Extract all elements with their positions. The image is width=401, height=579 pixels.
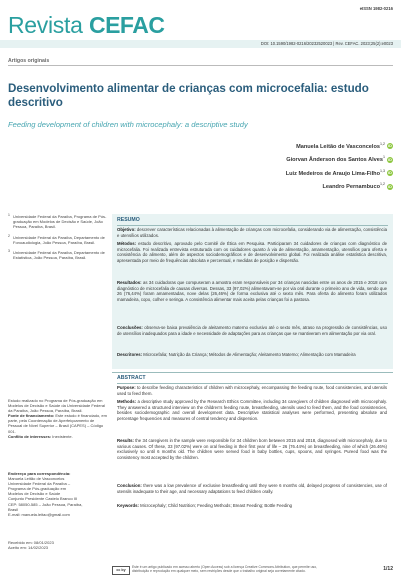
correspondence: Endereço para correspondência: Manuela Leitão de Vasconcelos Universidade Federal da Paraíba – Programa de Pós-graduação em Modelos de Decisão e Saúde Conjunto Presidente Castelo Branco III CEP: 58050-585 – João Pessoa, Paraíba, Brasil E-mail: manuela.leitao@gmail.com: [8, 471, 108, 517]
section-label: Artigos originais: [8, 58, 50, 64]
author: Giorvan Ânderson dos Santos Alves$^1$iD: [286, 155, 392, 164]
resumo-box: [112, 214, 393, 369]
author: Leandro Pernambuco$^{1,2}$iD: [322, 182, 392, 191]
resumo-descritores: Descritores: Microcefalia; Nutrição da Criança; Métodos de Alimentação; Aleitamento Materno; Alimentação com Mamadeira: [117, 352, 356, 357]
abstract-methods: Methods: a descriptive study approved by the Research Ethics Committee, including 34 caregivers of children diagnosed with microcephaly. They answered a structured interview on the children's feeding route, breastfeeding, utensils used to feed them, and the food consistencies, besides sociodemographic and overall development data. Descriptive statistical analyses were performed, presenting absolute and percentage frequencies and measures of central tendency and dispersion.: [117, 399, 387, 421]
section-divider: [8, 65, 393, 66]
page-number: 1/12: [383, 566, 393, 572]
journal-name-word1: Revista: [8, 12, 83, 38]
affiliations: [8, 214, 108, 265]
article-title-pt: Desenvolvimento alimentar de crianças com microcefalia: estudo descritivo: [8, 82, 369, 109]
funding: Fonte de financiamento: Este estudo é financiado, em parte, pela Coordenação de Aperfeiçoamento de Pessoal de Nível Superior – Brasil (CAPES) – Código 001.: [8, 413, 107, 434]
affiliation: 2 Universidade Federal da Paraíba, Departamento de Fonoaudiologia, João Pessoa, Paraíba, Brasil.: [8, 233, 105, 245]
author-list: [286, 139, 393, 193]
abstract-conclusion: Conclusion: there was a low prevalence of exclusive breastfeeding until they were 6 months old, delayed progress of consistencies, use of utensils inadequate to their age, and necessary adaptations to feed children orally.: [117, 483, 387, 494]
doi-line[interactable]: DOI: 10.1590/1982-0216/20232520023 | Rev. CEFAC. 2023;25(2):e0023: [260, 41, 393, 46]
abstract-divider: [117, 383, 388, 384]
author: Luiz Medeiros de Araujo Lima-Filho$^{1,3}$iD: [285, 168, 392, 177]
conflict: Conflito de interesses: Inexistente.: [8, 433, 73, 439]
abstract-results: Results: the 34 caregivers in the sample were responsible for 34 children born between 2015 and 2018, diagnosed with microcephaly, due to various causes. Of these, 33 (97.02%) were on oral feeding in their first year of life – 26 (76.44%) on breastfeeding, nine of which (26.46%) exclusively so until 6 months old. The children were served food in baby bottles, cups, spoons, and syringes. Pureed food was the consistency most accepted by the children.: [117, 438, 387, 460]
received-date: Recebido em: 08/01/2023: [8, 540, 54, 545]
resumo-heading: RESUMO: [117, 217, 140, 223]
accepted-date: Aceito em: 14/02/2023: [8, 545, 49, 551]
resumo-objetivo: Objetivo: descrever características relacionadas à alimentação de crianças com microcefalia, considerando via de alimentação, consistência e utensílios utilizados.: [117, 227, 387, 238]
resumo-conclusoes: Conclusões: observa-se baixa prevalência de aleitamento materno exclusivo até o sexto mês, atraso na progressão de consistências, uso de utensílios inadequados para a idade e necessidade de adaptações para as crianças que se mantiveram em alimentação por via oral.: [117, 325, 387, 336]
affiliation: 3 Universidade Federal da Paraíba, Departamento de Estatística, João Pessoa, Paraíba, Brasil.: [8, 249, 105, 261]
cc-license-icon[interactable]: cc by: [112, 566, 130, 575]
orcid-icon[interactable]: iD: [388, 157, 392, 162]
abstract-keywords: Keywords: Microcephaly; Child Nutrition; Feeding Methods; Breast Feeding; Bottle Feeding: [117, 503, 293, 508]
email-link[interactable]: E-mail: manuela.leitao@gmail.com: [8, 511, 70, 517]
license-text: Este é um artigo publicado em acesso aberto (Open Access) sob a licença Creative Commons Attribution, que permite uso, distribuição e reprodução em qualquer meio, sem restrições desde que o trabalho original seja corretamente citado.: [132, 565, 318, 574]
resumo-resultados: Resultados: as 34 cuidadoras que compuseram a amostra eram responsáveis por 34 crianças nascidas entre os anos de 2015 e 2018 com diagnóstico de microcefalia de causas diversas. Dessas, 33 (97,02%) alimentavam-se por via oral durante o primeiro ano de vida, sendo que 26 (76,44%) foram amamentadas, nove delas (26,46%) de forma exclusiva até o sexto mês. Para oferta do alimento foram utilizados mamadeira, copo, colher e seringa. A consistência alimentar mais aceita pelas crianças foi a pastosa.: [117, 280, 387, 302]
orcid-icon[interactable]: iD: [388, 171, 392, 176]
study-note: Estudo realizado no Programa de Pós-graduação em Modelos de Decisão e Saúde da Universidade Federal da Paraíba, João Pessoa, Paraíba, Brasil.: [8, 398, 105, 414]
issn: eISSN 1982-0216: [359, 6, 393, 11]
journal-name-word2: CEFAC: [88, 12, 165, 38]
author: Manuela Leitão de Vasconcelos$^{1,2}$iD: [296, 142, 392, 150]
journal-logo: [8, 12, 164, 38]
abstract-box: [112, 372, 393, 560]
affiliation: 1 Universidade Federal da Paraíba, Programa de Pós-graduação em Modelos de Decisão e Saúde, João Pessoa, Paraíba, Brasil.: [8, 213, 107, 230]
orcid-icon[interactable]: iD: [388, 144, 392, 149]
abstract-purpose: Purpose: to describe feeding characteristics of children with microcephaly, encompassing the feeding route, food consistencies, and utensils used to feed them.: [117, 385, 387, 396]
article-title-en: Feeding development of children with microcephaly: a descriptive study: [8, 120, 248, 129]
abstract-heading: ABSTRACT: [117, 375, 146, 381]
orcid-icon[interactable]: iD: [388, 184, 392, 189]
abstract-top-divider: [112, 372, 393, 373]
resumo-metodos: Métodos: estudo descritivo, aprovado pelo Comitê de Ética em Pesquisa. Participaram 34 cuidadores de crianças com diagnóstico de microcefalia. Foi realizada entrevista estruturada com os cuidadores quanto à via de alimentação, amamentação, utensílios para oferta e consistência do alimento, além de aspectos sociodemográficos e de desenvolvimento global. Foi realizada análise estatística descritiva, apresentada por meio de frequências absoluta e percentual, e medidas de posição e dispersão.: [117, 241, 387, 263]
dates: [8, 540, 108, 550]
resumo-divider: [117, 225, 388, 226]
study-info: [8, 398, 108, 439]
